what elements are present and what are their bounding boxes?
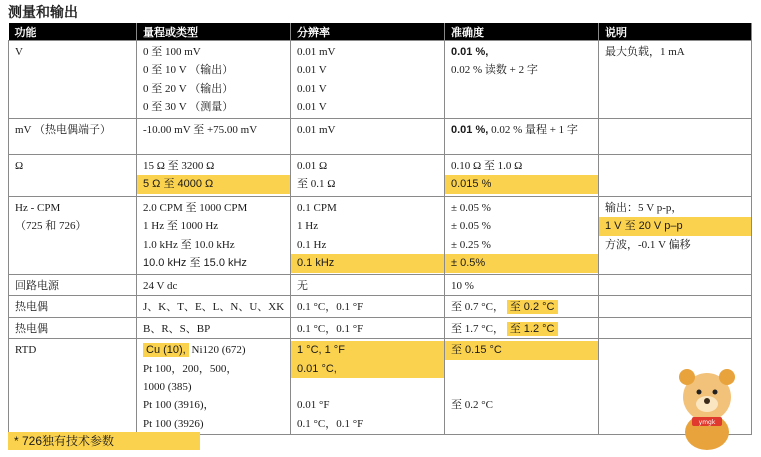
cell-function: V (9, 41, 137, 119)
cell-function: 热电偶 (9, 296, 137, 317)
bear-mascot-logo (672, 362, 742, 452)
cell-range: B、R、S、BP (137, 317, 291, 338)
cell-accuracy: 0.10 Ω 至 1.0 Ω 0.015 % (445, 155, 599, 197)
cell-function: 热电偶 (9, 317, 137, 338)
cell-resolution: 0.01 Ω 至 0.1 Ω (291, 155, 445, 197)
spec-table (8, 23, 752, 435)
cell-notes (599, 275, 752, 296)
cell-resolution: 1 °C, 1 °F 0.01 °C, 0.01 °F 0.1 °C，0.1 °F (291, 339, 445, 435)
table-row (9, 296, 752, 317)
cell-accuracy: 0.01 %, 0.02 % 量程 + 1 字 (445, 119, 599, 155)
cell-accuracy: ± 0.05 % ± 0.05 % ± 0.25 % ± 0.5% (445, 197, 599, 275)
cell-accuracy: 0.01 %, 0.02 % 读数 + 2 字 (445, 41, 599, 119)
cell-function: mV （热电偶端子） (9, 119, 137, 155)
table-header (9, 23, 752, 41)
cell-function: Hz - CPM （725 和 726） (9, 197, 137, 275)
cell-notes (599, 155, 752, 197)
cell-range: 2.0 CPM 至 1000 CPM 1 Hz 至 1000 Hz 1.0 kHz 至 10.0 kHz 10.0 kHz 至 15.0 kHz (137, 197, 291, 275)
cell-notes (599, 317, 752, 338)
cell-resolution: 0.1 °C，0.1 °F (291, 317, 445, 338)
cell-notes (599, 296, 752, 317)
cell-function: RTD (9, 339, 137, 435)
table-row (9, 317, 752, 338)
table-row (9, 339, 752, 435)
cell-accuracy: 10 % (445, 275, 599, 296)
page-title: 测量和输出 (8, 5, 78, 21)
cell-accuracy: 至 0.7 °C， 至 0.2 °C (445, 296, 599, 317)
table-row (9, 119, 752, 155)
cell-accuracy: 至 0.15 °C 至 0.2 °C (445, 339, 599, 435)
cell-range: Cu (10), Ni120 (672) Pt 100，200，500， 1000 (385) Pt 100 (3916)， Pt 100 (3926) (137, 339, 291, 435)
cell-range: 15 Ω 至 3200 Ω 5 Ω 至 4000 Ω (137, 155, 291, 197)
cell-range: -10.00 mV 至 +75.00 mV (137, 119, 291, 155)
table-row (9, 41, 752, 119)
cell-notes: 最大负载，1 mA (599, 41, 752, 119)
cell-resolution: 0.1 °C，0.1 °F (291, 296, 445, 317)
cell-notes (599, 119, 752, 155)
mascot-label: ymgk (698, 419, 716, 426)
table-row (9, 275, 752, 296)
header-range: 量程或类型 (137, 23, 291, 41)
footnote: * 726独有技术参数 (8, 432, 200, 450)
cell-range: 24 V dc (137, 275, 291, 296)
table-row (9, 197, 752, 275)
header-notes: 说明 (599, 23, 752, 41)
cell-resolution: 0.01 mV (291, 119, 445, 155)
header-accuracy: 准确度 (445, 23, 599, 41)
cell-resolution: 0.01 mV 0.01 V 0.01 V 0.01 V (291, 41, 445, 119)
cell-range: J、K、T、E、L、N、U、XK (137, 296, 291, 317)
cell-function: 回路电源 (9, 275, 137, 296)
cell-function: Ω (9, 155, 137, 197)
header-resolution: 分辨率 (291, 23, 445, 41)
cell-resolution: 0.1 CPM 1 Hz 0.1 Hz 0.1 kHz (291, 197, 445, 275)
cell-accuracy: 至 1.7 °C， 至 1.2 °C (445, 317, 599, 338)
cell-resolution: 无 (291, 275, 445, 296)
table-row (9, 155, 752, 197)
cell-notes: 输出：5 V p-p， 1 V 至 20 V p–p 方波，-0.1 V 偏移 (599, 197, 752, 275)
header-function: 功能 (9, 23, 137, 41)
cell-range: 0 至 100 mV 0 至 10 V （输出） 0 至 20 V （输出） 0 至 30 V （测量） (137, 41, 291, 119)
